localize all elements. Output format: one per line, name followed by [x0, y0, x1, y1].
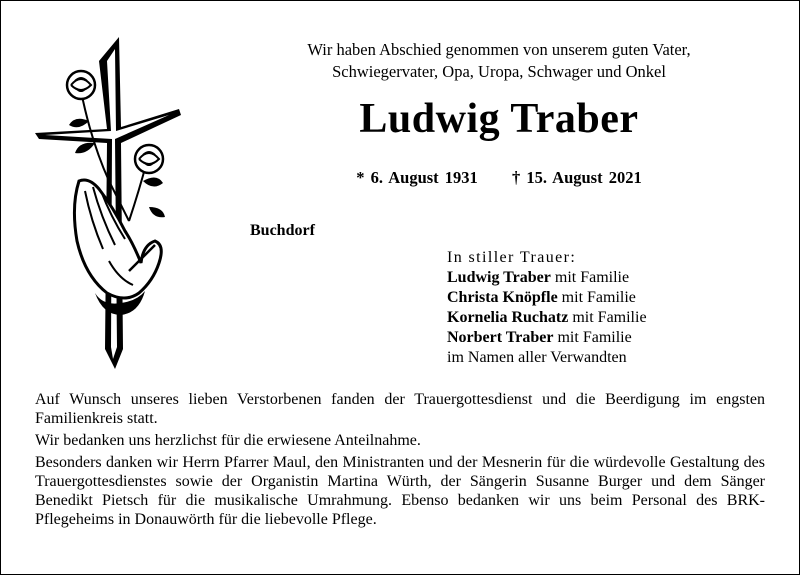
mourner-suffix: mit Familie: [572, 309, 647, 326]
body-paragraph-2: Wir bedanken uns herzlichst für die erwiesene Anteilnahme.: [35, 432, 421, 449]
notice-body: [35, 390, 765, 532]
death-date: † 15. August 2021: [511, 168, 642, 187]
deceased-name: Ludwig Traber: [359, 96, 639, 142]
mourner-entry: [447, 268, 647, 288]
mourner-name: Christa Knöpfle: [447, 289, 558, 306]
mourner-name: Norbert Traber: [447, 329, 554, 346]
mourner-entry: [447, 328, 647, 348]
mourner-suffix: mit Familie: [557, 329, 632, 346]
life-dates: [259, 168, 739, 188]
mourner-name: Ludwig Traber: [447, 269, 551, 286]
intro-line-2: Schwiegervater, Opa, Uropa, Schwager und Onkel: [332, 62, 666, 81]
place-name: Buchdorf: [250, 222, 315, 239]
mourner-suffix: mit Familie: [554, 269, 630, 286]
mourner-entry: [447, 288, 647, 308]
cross-roses-praying-hands-icon: [29, 31, 199, 376]
intro-line-1: Wir haben Abschied genommen von unserem guten Vater,: [307, 40, 691, 59]
mourner-name: Kornelia Ruchatz: [447, 309, 569, 326]
mourners-closing: im Namen aller Verwandten: [447, 349, 627, 366]
mourners-heading: In stiller Trauer:: [447, 249, 577, 266]
birth-date: * 6. August 1931: [356, 168, 478, 187]
mourners-list: [447, 248, 647, 368]
intro-text: [259, 39, 739, 83]
body-paragraph-3: Besonders danken wir Herrn Pfarrer Maul, den Ministranten und der Mesnerin für die würdevolle Gestaltung des Trauergottesdienstes sowie der Organistin Martina Würth, der Sängerin Susanne Burger und dem Sänger Benedikt Pietsch für die musikalische Umrahmung. Ebenso bedanken wir uns beim Personal des BRK-Pflegeheims in Donauwörth für die liebevolle Pflege.: [35, 454, 765, 528]
mourner-entry: [447, 308, 647, 328]
mourner-suffix: mit Familie: [561, 289, 636, 306]
body-paragraph-1: Auf Wunsch unseres lieben Verstorbenen fanden der Trauergottesdienst und die Beerdigung im engsten Familienkreis statt.: [35, 391, 765, 427]
